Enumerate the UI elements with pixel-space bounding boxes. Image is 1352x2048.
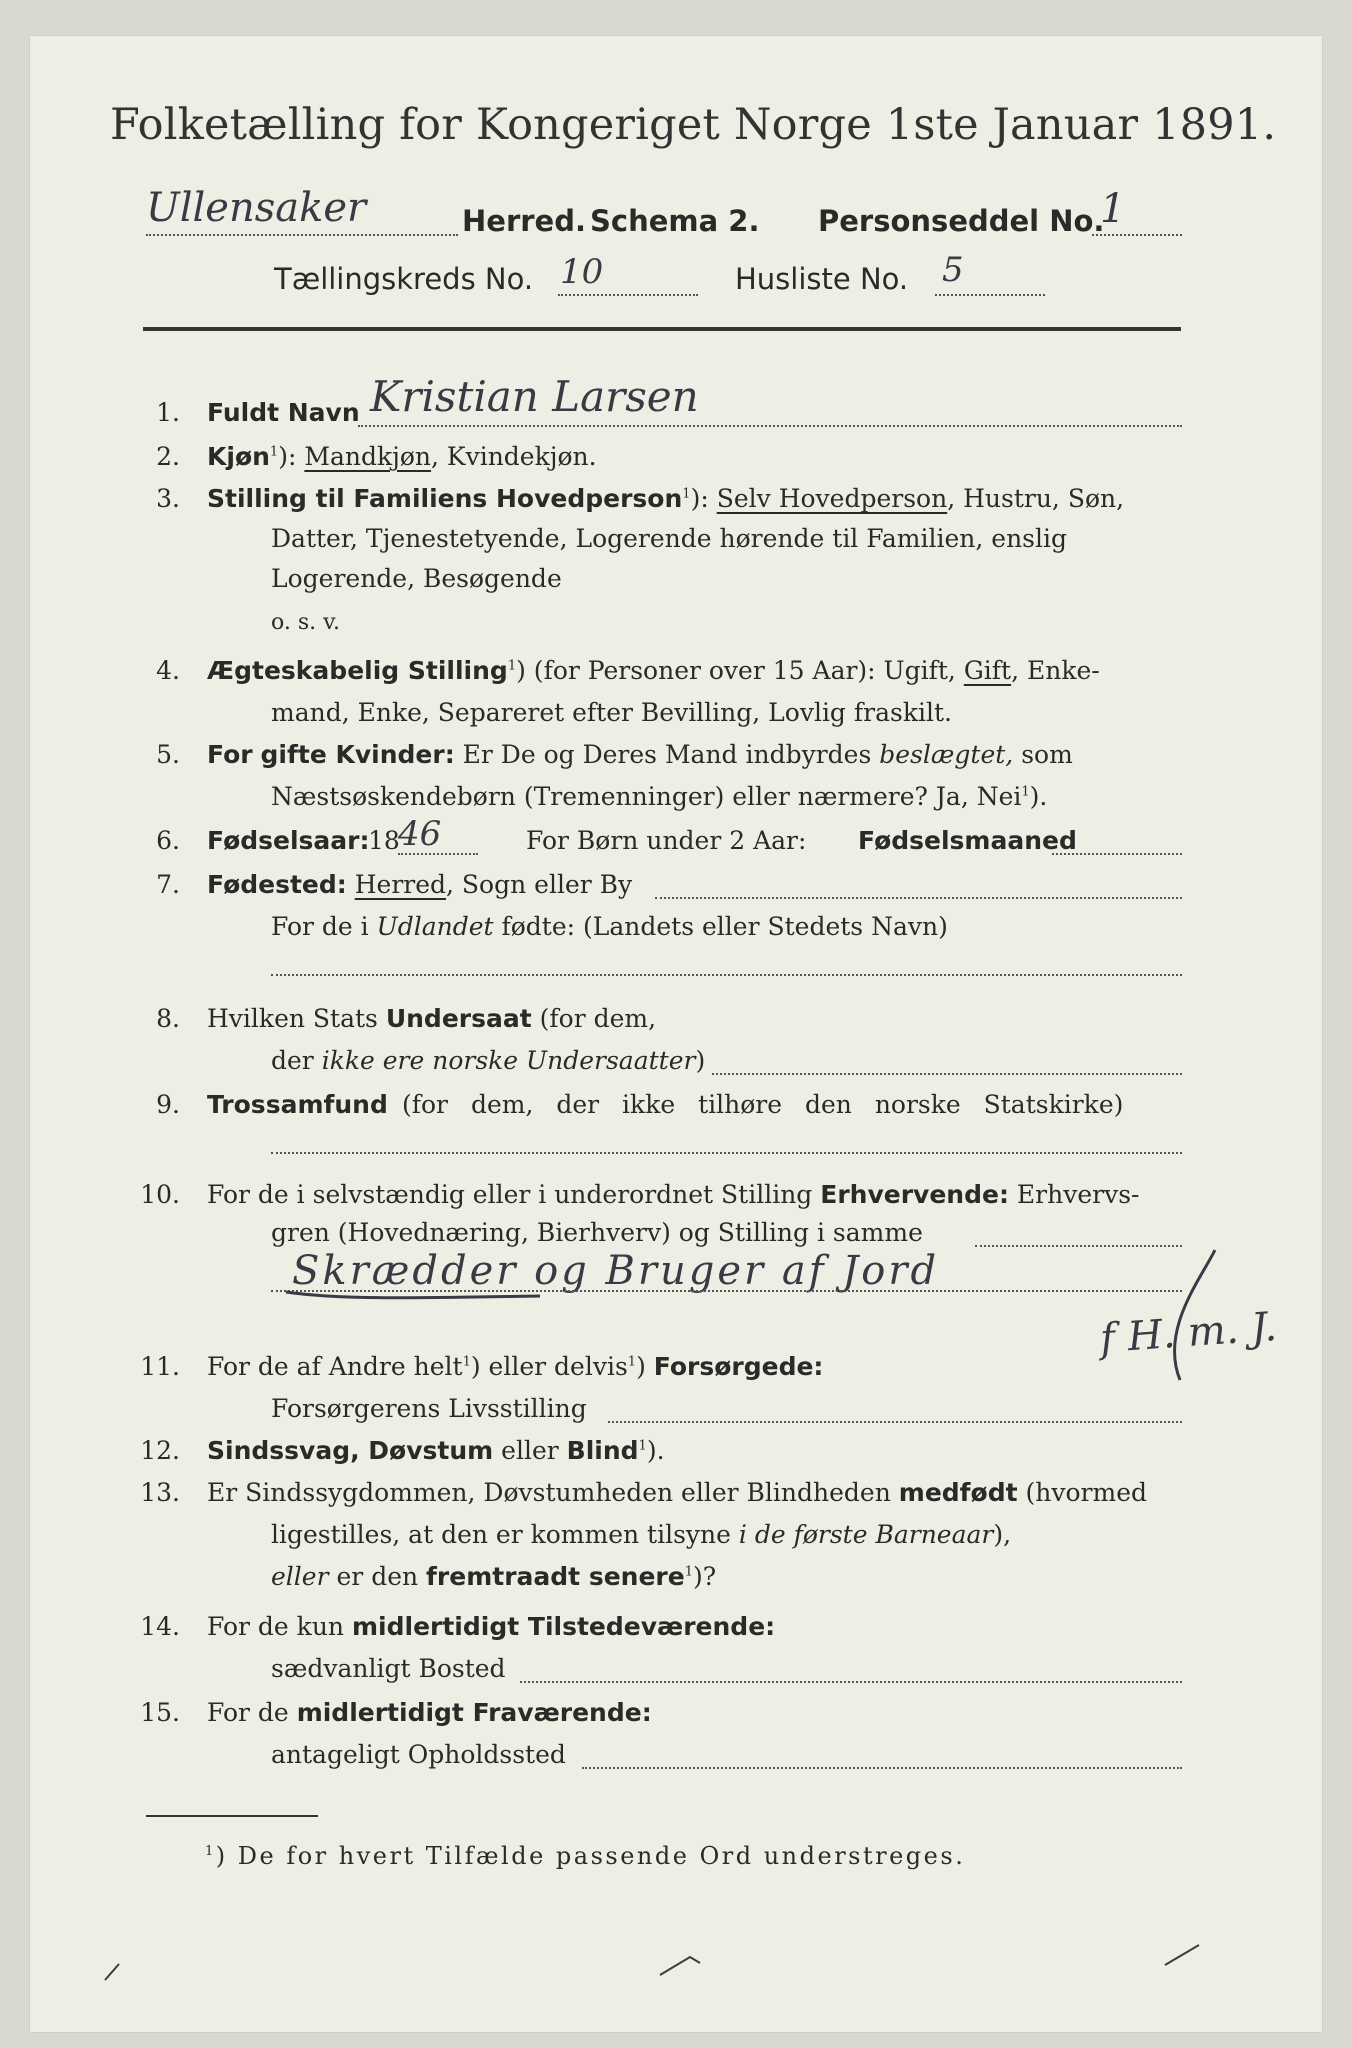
q4-selected-option: Gift bbox=[963, 656, 1012, 685]
q2-text-a: ): bbox=[278, 442, 297, 471]
margin-mark-right bbox=[1165, 1945, 1199, 1965]
q10-number: 10. bbox=[140, 1180, 180, 1209]
q1-answer-name: Kristian Larsen bbox=[370, 372, 699, 421]
q15-number: 15. bbox=[140, 1698, 180, 1727]
q13-line3-b: )? bbox=[692, 1562, 717, 1591]
q12-text-a: eller bbox=[501, 1436, 559, 1465]
q7-line2-a: For de i bbox=[271, 912, 369, 941]
q11-number: 11. bbox=[140, 1352, 180, 1381]
q3-line2: Datter, Tjenestetyende, Logerende hørende til Familien, enslig bbox=[271, 524, 1068, 553]
q3-text-b: , Hustru, Søn, bbox=[947, 484, 1125, 513]
q2-selected-option: Mandkjøn bbox=[304, 442, 432, 471]
margin-mark-left bbox=[105, 1964, 119, 1980]
q1-label: Fuldt Navn bbox=[207, 398, 360, 427]
q13-text-a: Er Sindssygdommen, Døvstumheden eller Blindheden bbox=[207, 1478, 891, 1507]
footnote-mark: 1 bbox=[205, 1844, 216, 1859]
q6-text-a: For Børn under 2 Aar: bbox=[526, 826, 807, 855]
q6-year-prefix: 18 bbox=[368, 826, 400, 855]
herred-label: Herred. bbox=[462, 204, 586, 238]
q14-line2: sædvanligt Bosted bbox=[271, 1654, 506, 1683]
q8-text-a: Hvilken Stats bbox=[207, 1004, 378, 1033]
q2-number: 2. bbox=[156, 442, 180, 471]
q13-line3-a: er den bbox=[336, 1562, 419, 1591]
q9-text: (for dem, der ikke tilhøre den norske Statskirke) bbox=[402, 1090, 1124, 1119]
husliste-number: 5 bbox=[942, 250, 964, 290]
q11-text-c: ) bbox=[636, 1352, 646, 1381]
q2-footnote-mark: 1 bbox=[269, 444, 279, 460]
q4-text-a: ) (for Personer over 15 Aar): Ugift, bbox=[516, 656, 956, 685]
q11-text-a: For de af Andre helt bbox=[207, 1352, 463, 1381]
personseddel-number: 1 bbox=[1100, 186, 1126, 232]
q5-text-b: som bbox=[1021, 740, 1073, 769]
q12-label-a: Sindssvag, Døvstum bbox=[207, 1436, 494, 1465]
q1-number: 1. bbox=[156, 398, 180, 427]
q8-text-b: (for dem, bbox=[539, 1004, 657, 1033]
q4-number: 4. bbox=[156, 656, 180, 685]
q12-text-b: ). bbox=[646, 1436, 665, 1465]
q15-line2: antageligt Opholdssted bbox=[271, 1740, 566, 1769]
q12-label-b: Blind bbox=[566, 1436, 639, 1465]
q6-label: Fødselsaar: bbox=[207, 826, 370, 855]
footnote-text: ) De for hvert Tilfælde passende Ord understreges. bbox=[215, 1842, 966, 1870]
bracket-stroke bbox=[1175, 1250, 1215, 1380]
q13-line2-b: ), bbox=[993, 1520, 1012, 1549]
q5-label-b: gifte Kvinder: bbox=[260, 740, 455, 769]
q9-number: 9. bbox=[156, 1090, 180, 1119]
q7-text-a: , Sogn eller By bbox=[446, 870, 633, 899]
q13-line2-a: ligestilles, at den er kommen tilsyne bbox=[271, 1520, 731, 1549]
q11-label: Forsørgede: bbox=[653, 1352, 824, 1381]
q5-line2-end: ). bbox=[1029, 782, 1048, 811]
q11-footnote-mark-b: 1 bbox=[627, 1354, 637, 1370]
q3-footnote-mark: 1 bbox=[682, 486, 691, 502]
q5-text-a: Er De og Deres Mand indbyrdes bbox=[462, 740, 872, 769]
q15-label: midlertidigt Fraværende: bbox=[296, 1698, 652, 1727]
q13-line3-italic: eller bbox=[271, 1562, 329, 1591]
q5-number: 5. bbox=[156, 740, 180, 769]
form-title: Folketælling for Kongeriget Norge 1ste Januar 1891. bbox=[110, 100, 1277, 150]
q3-text-a: ): bbox=[690, 484, 709, 513]
q2-text-b: , Kvindekjøn. bbox=[431, 442, 597, 471]
kreds-number: 10 bbox=[560, 252, 604, 292]
q5-label-a: For bbox=[207, 740, 253, 769]
q13-number: 13. bbox=[140, 1478, 180, 1507]
q10-line2: gren (Hovednæring, Bierhverv) og Stilling i samme bbox=[271, 1218, 923, 1247]
q10-text-a: For de i selvstændig eller i underordnet Stilling bbox=[207, 1180, 813, 1209]
q10-label: Erhvervende: bbox=[820, 1180, 1009, 1209]
q8-line2-italic: ikke ere norske Undersaatter bbox=[321, 1046, 696, 1075]
q11-text-b: ) eller delvis bbox=[470, 1352, 628, 1381]
q12-number: 12. bbox=[140, 1436, 180, 1465]
q14-number: 14. bbox=[140, 1612, 180, 1641]
q4-label: Ægteskabelig Stilling bbox=[207, 656, 508, 685]
margin-mark-center bbox=[660, 1957, 700, 1975]
q2-label: Kjøn bbox=[207, 442, 270, 471]
kreds-label: Tællingskreds No. bbox=[274, 262, 534, 296]
q7-line2-b: fødte: (Landets eller Stedets Navn) bbox=[501, 912, 948, 941]
q10-text-b: Erhvervs- bbox=[1016, 1180, 1140, 1209]
q4-footnote-mark: 1 bbox=[507, 658, 517, 674]
q5-footnote-mark: 1 bbox=[1021, 784, 1030, 800]
q5-line2-text: Næstsøskendebørn (Tremenninger) eller nærmere? Ja, Nei bbox=[271, 782, 1022, 811]
occupation-underline-stroke bbox=[286, 1292, 540, 1298]
personseddel-label: Personseddel No. bbox=[818, 204, 1105, 238]
q13-text-b: (hvormed bbox=[1025, 1478, 1148, 1507]
q8-line2-b: ) bbox=[695, 1046, 706, 1075]
q13-line3-label: fremtraadt senere bbox=[426, 1562, 685, 1591]
herred-name-handwritten: Ullensaker bbox=[146, 185, 367, 231]
q11-footnote-mark-a: 1 bbox=[462, 1354, 471, 1370]
q4-text-b: , Enke- bbox=[1011, 656, 1100, 685]
q10-answer-occupation: Skrædder og Bruger af Jord bbox=[292, 1248, 940, 1294]
q7-number: 7. bbox=[156, 870, 180, 899]
q8-label: Undersaat bbox=[385, 1004, 532, 1033]
q14-text-a: For de kun bbox=[207, 1612, 345, 1641]
q6-number: 6. bbox=[156, 826, 180, 855]
q8-line2-a: der bbox=[271, 1046, 314, 1075]
q3-selected-option: Selv Hovedperson bbox=[716, 484, 948, 513]
q13-footnote-mark: 1 bbox=[684, 1564, 693, 1580]
q8-number: 8. bbox=[156, 1004, 180, 1033]
q13-line2-italic: i de første Barneaar bbox=[738, 1520, 994, 1549]
q12-footnote-mark: 1 bbox=[638, 1438, 647, 1454]
q5-italic: beslægtet, bbox=[879, 740, 1014, 769]
q10-answer-continuation: f H. m. J. bbox=[1098, 1303, 1279, 1363]
q13-label: medfødt bbox=[898, 1478, 1018, 1507]
q15-text-a: For de bbox=[207, 1698, 289, 1727]
q9-label: Trossamfund bbox=[207, 1090, 388, 1119]
q3-label: Stilling til Familiens Hovedperson bbox=[207, 484, 683, 513]
q6-label-b: Fødselsmaaned bbox=[858, 826, 1077, 855]
q7-selected-option: Herred bbox=[354, 870, 447, 899]
q3-line4: o. s. v. bbox=[271, 610, 340, 635]
q14-label: midlertidigt Tilstedeværende: bbox=[351, 1612, 776, 1641]
q11-line2: Forsørgerens Livsstilling bbox=[271, 1394, 587, 1423]
schema-label: Schema 2. bbox=[590, 204, 760, 238]
q7-line2-italic: Udlandet bbox=[376, 912, 494, 941]
q4-line2: mand, Enke, Separeret efter Bevilling, Lovlig fraskilt. bbox=[271, 698, 952, 727]
q6-year-answer: 46 bbox=[398, 814, 442, 854]
q3-number: 3. bbox=[156, 484, 180, 513]
q3-line3: Logerende, Besøgende bbox=[271, 564, 562, 593]
q7-label: Fødested: bbox=[207, 870, 347, 899]
husliste-label: Husliste No. bbox=[735, 262, 909, 296]
